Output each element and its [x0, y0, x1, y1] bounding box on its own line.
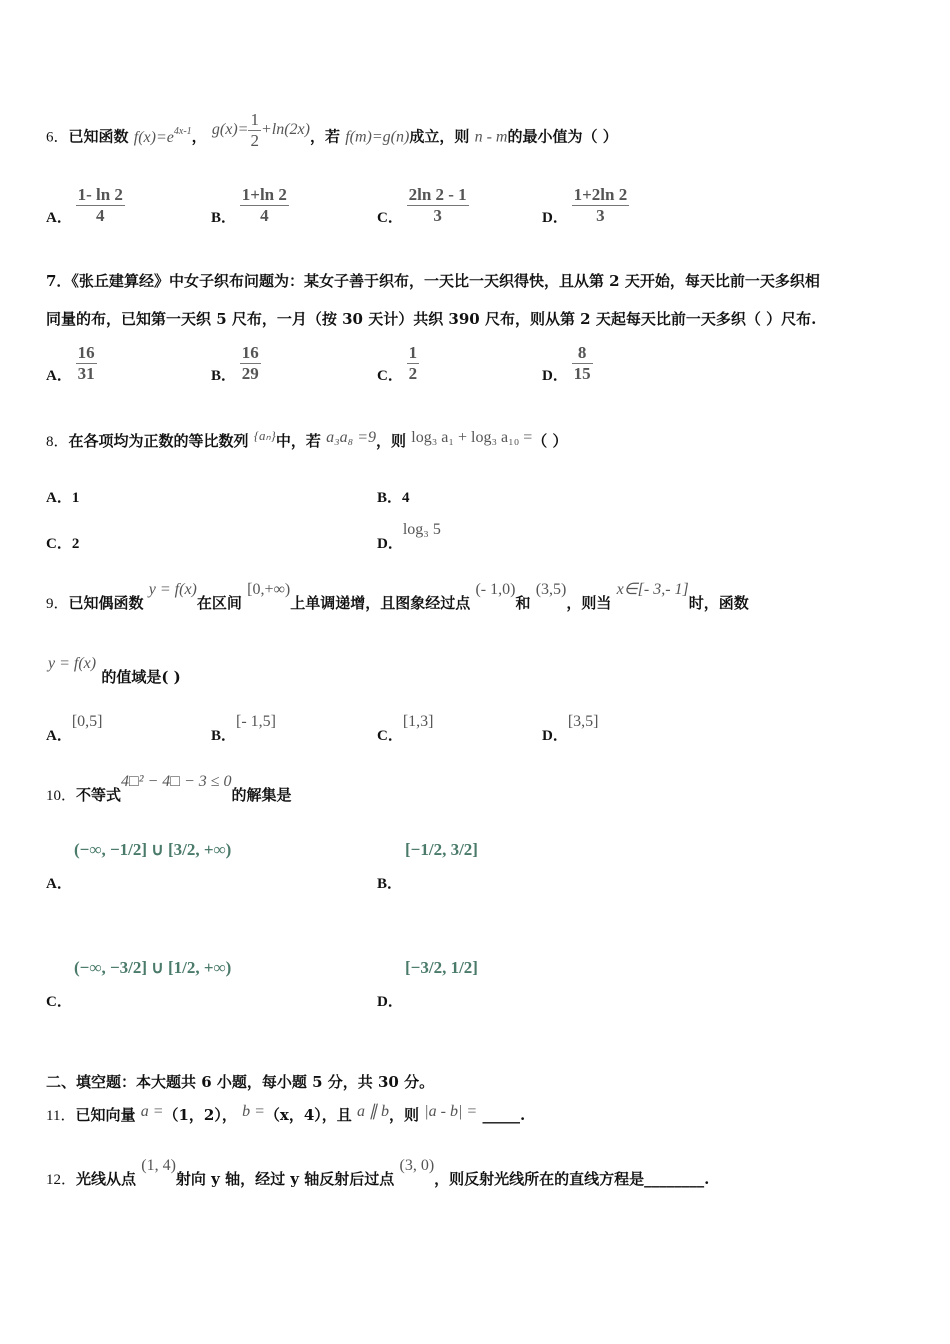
question-text: 的值域是( ): [101, 668, 181, 686]
option-label: D．: [542, 368, 568, 384]
math-inequality: 4□² − 4□ − 3 ≤ 0: [121, 773, 232, 790]
question-number: 10．: [46, 788, 77, 804]
option-value: [−3/2, 1/2]: [405, 958, 478, 977]
option-value: (−∞, −3/2] ∪ [1/2, +∞): [74, 958, 232, 977]
math-condition: x∈[- 3,- 1]: [616, 581, 689, 598]
question-number: 12．: [46, 1172, 77, 1188]
question-12: [46, 1154, 710, 1188]
question-text: ，则当: [566, 594, 612, 612]
q10-option-d[interactable]: [377, 958, 478, 1010]
question-text: ，若: [309, 127, 340, 146]
option-label: D．: [542, 210, 568, 226]
question-text: 光线从点: [76, 1170, 137, 1188]
punct: ，: [191, 127, 207, 146]
question-text: （1，2），: [163, 1106, 237, 1124]
q6-option-b[interactable]: [211, 184, 289, 225]
option-fraction: $\frac{1+\ln 2}{4}$: [241, 185, 287, 225]
math-expression: n - m: [474, 128, 508, 146]
q10-option-a[interactable]: [46, 840, 232, 892]
option-label: A．: [46, 728, 72, 744]
math-vector-a: a =: [140, 1103, 164, 1120]
section-heading: 二、填空题：本大题共 6 小题，每小题 5 分，共 30 分。: [46, 1073, 435, 1091]
math-vector-b: b =: [242, 1103, 265, 1120]
option-label: A．: [46, 210, 72, 226]
math-condition: f(m)=g(n): [345, 128, 410, 146]
q8-option-a[interactable]: [46, 486, 79, 507]
option-fraction: $\frac{16}{31}$: [77, 343, 95, 383]
math-parallel: a ∥ b: [357, 1103, 390, 1120]
math-point-2: (3, 0): [399, 1157, 435, 1174]
option-label: A．: [46, 490, 72, 506]
math-point-1: (1, 4): [141, 1157, 176, 1174]
option-fraction: $\frac{2\ln 2 - 1}{3}$: [408, 185, 467, 225]
question-text: 已知向量: [75, 1106, 136, 1124]
option-label: A．: [46, 876, 72, 892]
question-text: ，则: [376, 432, 407, 450]
question-text: 时，函数: [688, 594, 749, 612]
option-label: D．: [542, 728, 568, 744]
option-value: [0,5]: [71, 713, 103, 730]
option-fraction: $\frac{1+2\ln 2}{3}$: [573, 185, 628, 225]
q9-option-a[interactable]: [46, 710, 103, 744]
option-value: [1,3]: [402, 713, 434, 730]
math-f-def: $f(x)=e^{4x-1}$: [133, 125, 192, 146]
option-label: D．: [377, 536, 403, 552]
option-value: 2: [71, 536, 80, 552]
option-label: C．: [46, 994, 72, 1010]
math-interval: [0,+∞): [247, 581, 291, 598]
option-fraction: $\frac{1}{2}$: [408, 343, 418, 383]
question-text: 成立，则: [409, 127, 470, 146]
question-text: 和: [515, 594, 531, 612]
math-point-2: (3,5): [535, 581, 567, 598]
option-value: (−∞, −1/2] ∪ [3/2, +∞): [74, 840, 232, 859]
option-label: D．: [377, 994, 403, 1010]
q10-option-c[interactable]: [46, 958, 232, 1010]
option-label: C．: [46, 536, 72, 552]
q7-option-b[interactable]: [211, 342, 261, 383]
option-label: B．: [377, 490, 403, 506]
q9-option-c[interactable]: [377, 710, 434, 744]
option-value: [−1/2, 3/2]: [405, 840, 478, 859]
q7-option-c[interactable]: [377, 342, 419, 383]
question-text: 在各项均为正数的等比数列: [68, 432, 249, 450]
q6-option-a[interactable]: [46, 184, 125, 225]
math-function: y = f(x): [48, 655, 97, 672]
answer-blank[interactable]: _____: [482, 1106, 520, 1124]
q7-option-a[interactable]: [46, 342, 97, 383]
question-6: [46, 110, 618, 158]
question-9: [46, 578, 749, 612]
math-g-def: g(x)= $\frac{1}{2}$ +ln(2x): [211, 110, 310, 150]
math-sequence: {aₙ}: [253, 428, 276, 443]
q7-option-d[interactable]: [542, 342, 593, 383]
question-number: 6．: [46, 129, 69, 146]
option-value: [3,5]: [567, 713, 599, 730]
option-label: B．: [211, 210, 237, 226]
question-number: 9．: [46, 596, 69, 612]
math-function: y = f(x): [148, 581, 197, 598]
question-10: [46, 770, 292, 804]
q9-option-d[interactable]: [542, 710, 599, 744]
option-value: [- 1,5]: [236, 713, 276, 730]
question-text: 在区间: [196, 594, 242, 612]
option-fraction: $\frac{1- \ln 2}{4}$: [77, 185, 123, 225]
question-text: 射向 y 轴，经过 y 轴反射后过点: [175, 1170, 395, 1188]
question-number: 11．: [46, 1108, 76, 1124]
option-label: B．: [211, 728, 237, 744]
math-condition: a₃a₈ =9: [326, 429, 377, 446]
question-7-line-1: 7．《张丘建算经》中女子织布问题为：某女子善于织布，一天比一天织得快，且从第 2 天开始，每天比前一天多织相: [46, 272, 820, 290]
question-7-line-2: 同量的布，已知第一天织 5 尺布，一月（按 30 天计）共织 390 尺布，则从第 2 天起每天比前一天多织（ ）尺布.: [46, 310, 817, 328]
question-text: 不等式: [76, 786, 122, 804]
q9-option-b[interactable]: [211, 710, 276, 744]
q6-option-d[interactable]: [542, 184, 629, 225]
question-text: （x，4），且: [264, 1106, 352, 1124]
question-text: 已知偶函数: [68, 594, 144, 612]
q8-option-d[interactable]: [377, 518, 441, 552]
q6-option-c[interactable]: [377, 184, 469, 225]
option-label: C．: [377, 728, 403, 744]
answer-blank[interactable]: ________: [644, 1170, 705, 1188]
option-fraction: $\frac{16}{29}$: [241, 343, 259, 383]
option-value: log₃ 5: [402, 521, 441, 538]
math-expression: log₃ a₁ + log₃ a₁₀ =: [411, 429, 533, 446]
option-label: B．: [377, 876, 403, 892]
option-fraction: $\frac{8}{15}$: [573, 343, 591, 383]
q8-option-b[interactable]: [377, 486, 410, 507]
question-text: （ ）: [532, 432, 568, 450]
option-label: A．: [46, 368, 72, 384]
question-text: 的解集是: [231, 786, 292, 804]
option-label: C．: [377, 368, 403, 384]
question-text: 中，若: [275, 432, 321, 450]
question-8: [46, 430, 568, 451]
question-text: .: [519, 1106, 526, 1124]
question-text: 已知函数: [68, 127, 129, 146]
option-value: 1: [71, 490, 80, 506]
question-text: 的最小值为（ ）: [507, 127, 618, 146]
q10-option-b[interactable]: [377, 840, 478, 892]
question-text: ，则反射光线所在的直线方程是: [434, 1170, 645, 1188]
option-label: B．: [211, 368, 237, 384]
option-value: 4: [402, 490, 410, 506]
question-text: ，则: [389, 1106, 420, 1124]
math-point-1: (- 1,0): [475, 581, 516, 598]
question-11: [46, 1104, 525, 1125]
question-number: 8．: [46, 434, 69, 450]
question-text: 上单调递增，且图象经过点: [290, 594, 471, 612]
question-text: .: [704, 1170, 710, 1188]
math-expression: |a - b| =: [424, 1103, 478, 1120]
q8-option-c[interactable]: [46, 532, 79, 553]
option-label: C．: [377, 210, 403, 226]
question-9-line-2: [48, 652, 181, 686]
